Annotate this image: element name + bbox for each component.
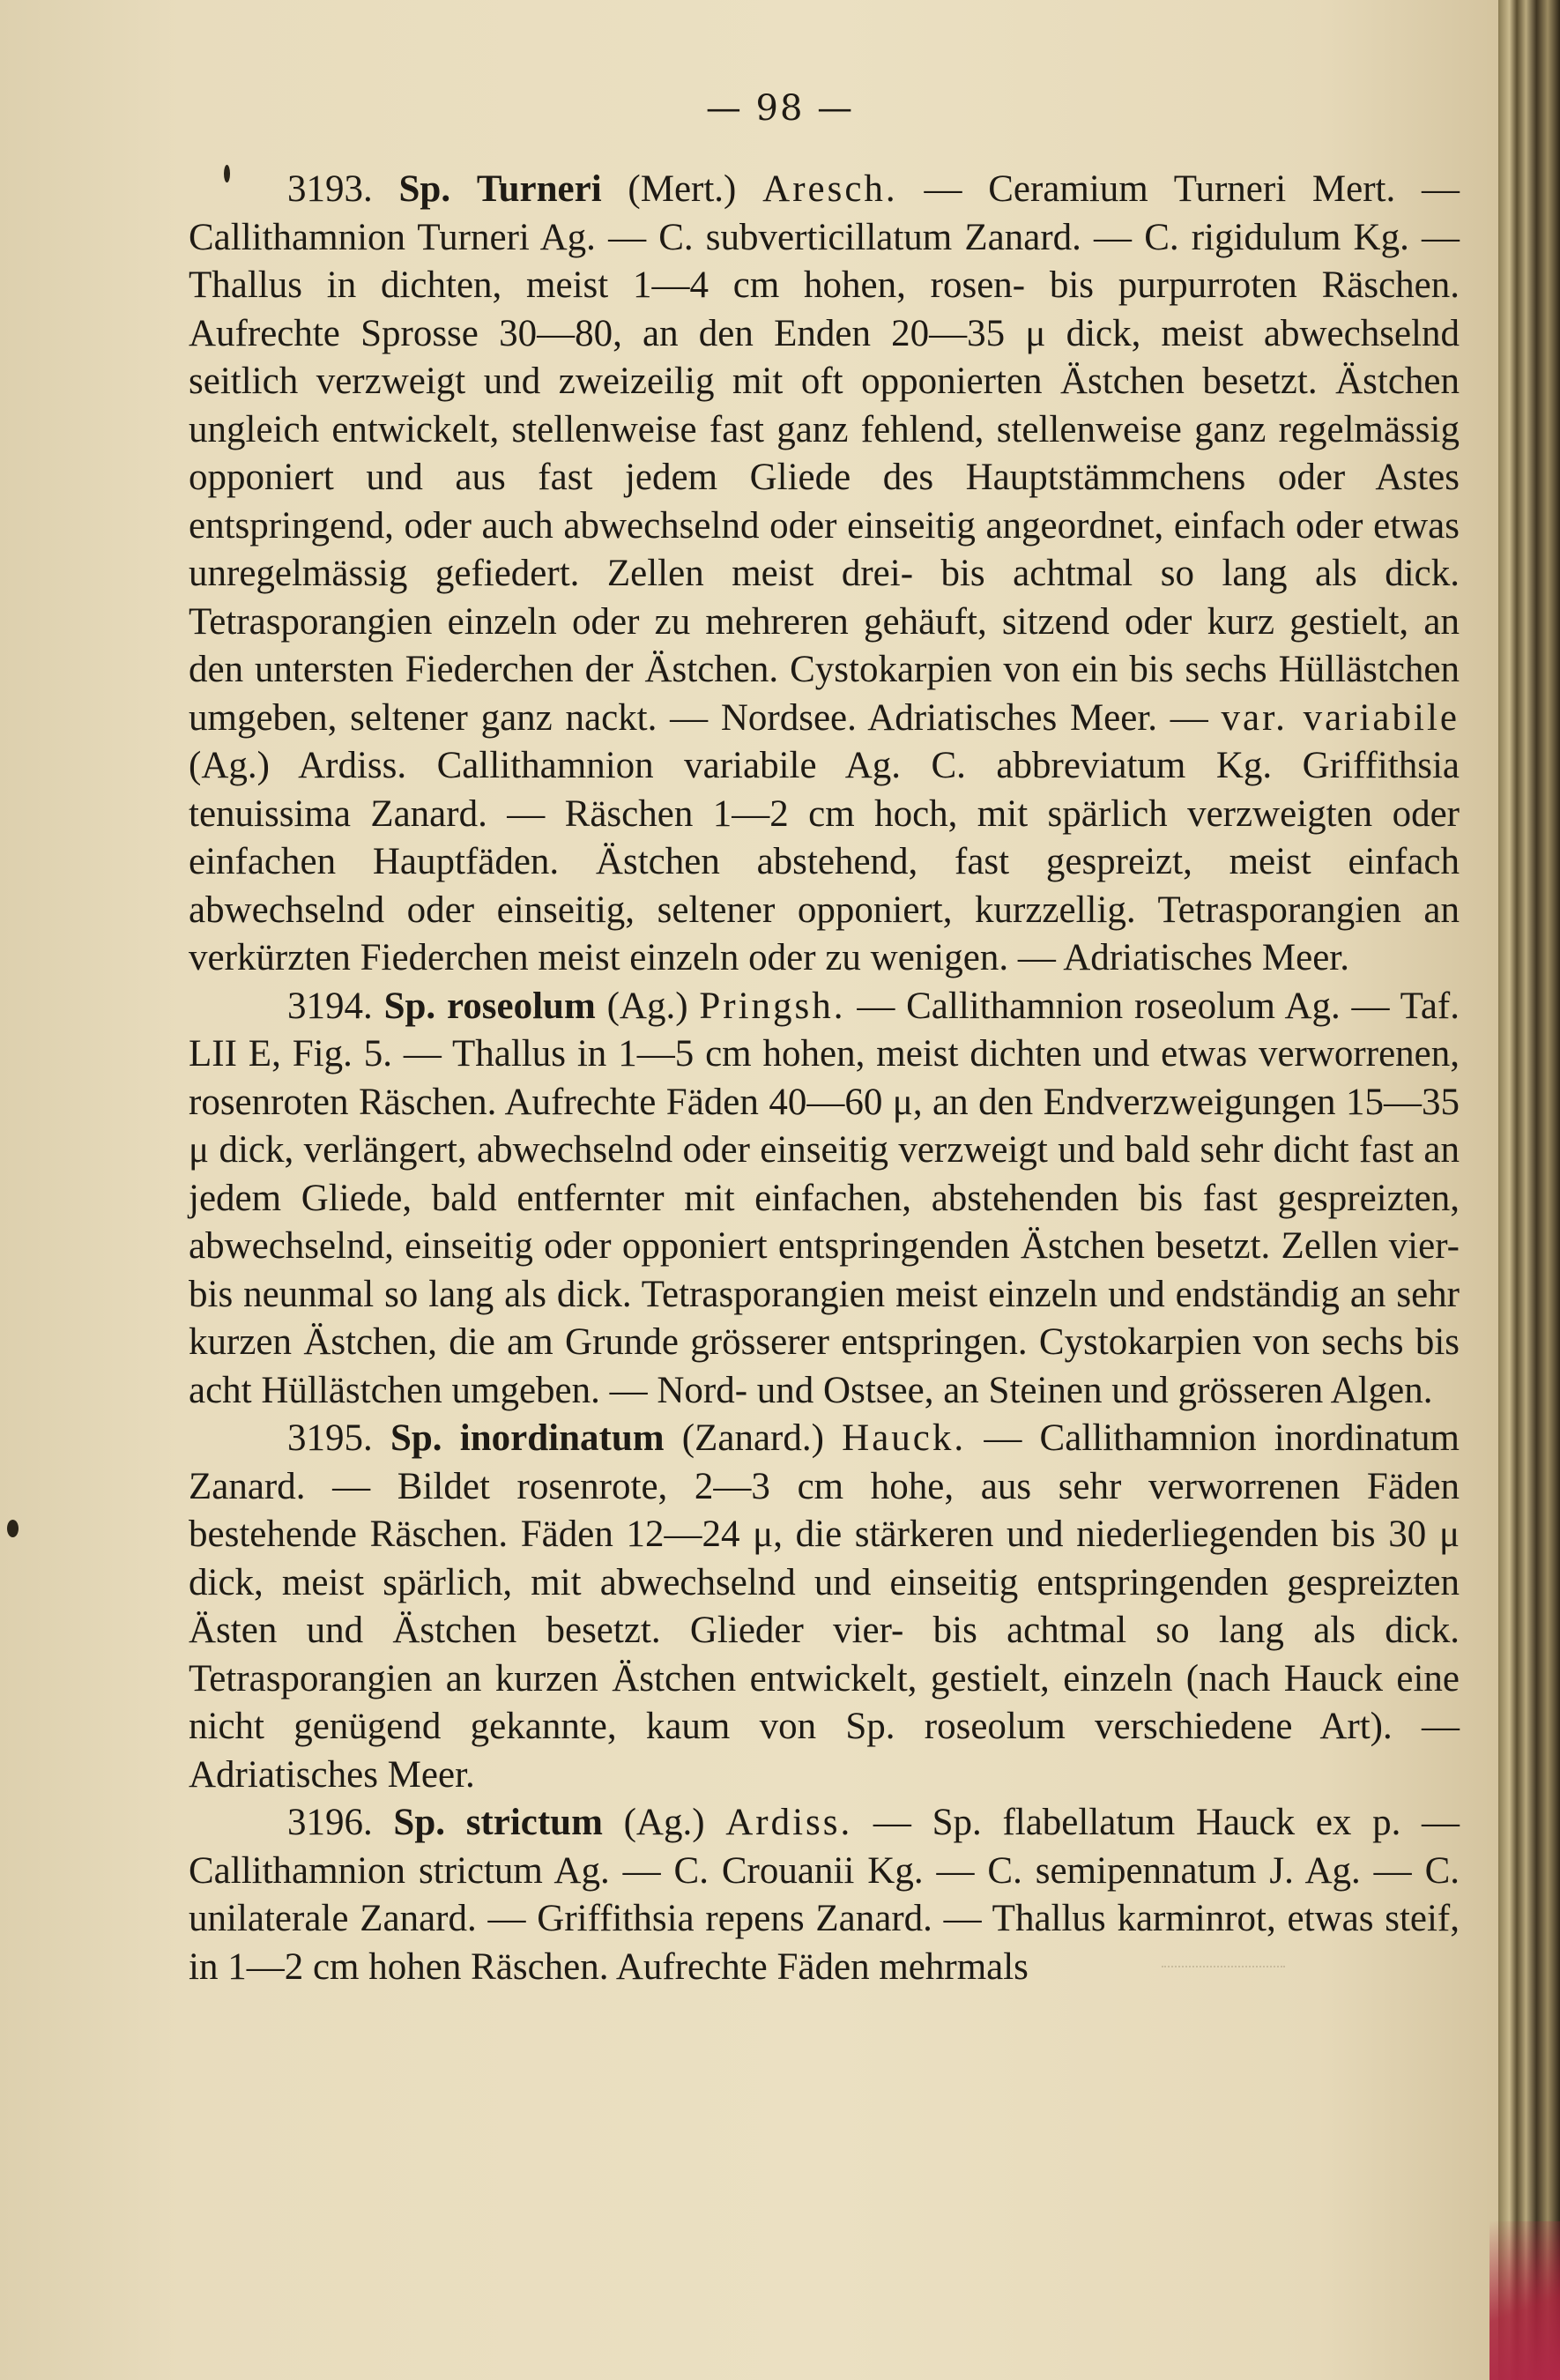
- species-entry-3196: [189, 1799, 1460, 1991]
- species-entry-3194: [189, 983, 1460, 1416]
- species-name: roseolum: [446, 985, 596, 1027]
- species-name: strictum: [465, 1802, 603, 1843]
- entry-text: — Sp. flabellatum Hauck ex p. — Callithamnion strictum Ag. — C. Crouanii Kg. — C. semipennatum J. Ag. — C. unilaterale Zanard. — Griffithsia repens Zanard. — Thallus karminrot, etwas steif, in 1—2 cm hohen Räschen. Aufrechte Fäden mehrmals: [189, 1802, 1460, 1988]
- body-text: [189, 166, 1460, 1991]
- authority-pre: (Ag.): [595, 985, 700, 1027]
- variety-label: var. variabile: [1221, 696, 1460, 739]
- entry-text: — Callithamnion roseolum Ag. — Taf. LII E, Fig. 5. — Thallus in 1—5 cm hohen, meist dichten und etwas verworrenen, rosenroten Räschen. Aufrechte Fäden 40—60 μ, an den Endverzweigungen 15—35 μ dick, verlängert, abwechselnd oder einseitig verzweigt und bald sehr dicht fast an jedem Gliede, bald entfernter mit einfachen, abstehenden bis fast gespreizten, abwechselnd, einseitig oder opponiert entspringenden Ästchen besetzt. Zellen vier- bis neunmal so lang als dick. Tetrasporangien meist einzeln und endständig an sehr kurzen Ästchen, die am Grunde grösserer entspringen. Cystokarpien von sechs bis acht Hüllästchen umgeben. — Nord- und Ostsee, an Steinen und grösseren Algen.: [189, 985, 1460, 1411]
- authority-name: Aresch.: [762, 168, 898, 210]
- genus-abbrev: Sp.: [390, 1417, 442, 1459]
- page-number: — 98 —: [705, 88, 855, 129]
- entry-number: 3195.: [287, 1417, 373, 1459]
- entry-number: 3193.: [287, 168, 373, 210]
- authority-name: Ardiss.: [725, 1802, 853, 1843]
- entry-number: 3196.: [287, 1802, 373, 1843]
- genus-abbrev: Sp.: [393, 1802, 446, 1843]
- red-cover-corner: [1489, 2221, 1560, 2380]
- ink-spot: [7, 1520, 19, 1537]
- entry-text: — Ceramium Turneri Mert. — Callithamnion Turneri Ag. — C. subverticillatum Zanard. — C. rigidulum Kg. — Thallus in dichten, meist 1—4 cm hohen, rosen- bis purpurroten Räschen. Aufrechte Sprosse 30—80, an den Enden 20—35 μ dick, meist abwechselnd seitlich verzweigt und zweizeilig mit oft opponierten Ästchen besetzt. Ästchen ungleich entwickelt, stellenweise fast ganz fehlend, stellenweise ganz regelmässig opponiert und aus fast jedem Gliede des Hauptstämmchens oder Astes entspringend, oder auch abwechselnd oder einseitig angeordnet, einfach oder etwas unregelmässig gefiedert. Zellen meist drei- bis achtmal so lang als dick. Tetrasporangien einzeln oder zu mehreren gehäuft, sitzend oder kurz gestielt, an den untersten Fiederchen der Ästchen. Cystokarpien von ein bis sechs Hüllästchen umgeben, seltener ganz nackt. — Nordsee. Adriatisches Meer. —: [189, 168, 1460, 739]
- species-entry-3193: [189, 166, 1460, 983]
- authority-name: Hauck.: [842, 1417, 967, 1459]
- genus-abbrev: Sp.: [398, 168, 451, 210]
- authority-pre: (Zanard.): [664, 1417, 843, 1459]
- entry-text-continued: (Ag.) Ardiss. Callithamnion variabile Ag. C. abbreviatum Kg. Griffithsia tenuissima Zanard. — Räschen 1—2 cm hoch, mit spärlich verzweigten oder einfachen Hauptfäden. Ästchen abstehend, fast gespreizt, meist einfach abwechselnd oder einseitig, seltener opponiert, kurzzellig. Tetrasporangien an verkürzten Fiederchen meist einzeln oder zu wenigen. — Adriatisches Meer.: [189, 745, 1460, 978]
- authority-pre: (Ag.): [602, 1802, 726, 1843]
- authority-name: Pringsh.: [699, 985, 846, 1027]
- book-spine-edge: [1498, 0, 1560, 2380]
- entry-text: — Callithamnion inordinatum Zanard. — Bildet rosenrote, 2—3 cm hohe, aus sehr verworrenen Fäden bestehende Räschen. Fäden 12—24 μ, die stärkeren und niederliegenden bis 30 μ dick, meist spärlich, mit abwechselnd und einseitig entspringenden gespreizten Ästen und Ästchen besetzt. Glieder vier- bis achtmal so lang als dick. Tetrasporangien an kurzen Ästchen entwickelt, gestielt, einzeln (nach Hauck eine nicht genügend gekannte, kaum von Sp. roseolum verschiedene Art). — Adriatisches Meer.: [189, 1417, 1460, 1796]
- species-name: Turneri: [476, 168, 602, 210]
- entry-number: 3194.: [287, 985, 373, 1027]
- species-entry-3195: [189, 1415, 1460, 1799]
- species-name: inordinatum: [459, 1417, 665, 1459]
- authority-pre: (Mert.): [601, 168, 763, 210]
- genus-abbrev: Sp.: [383, 985, 436, 1027]
